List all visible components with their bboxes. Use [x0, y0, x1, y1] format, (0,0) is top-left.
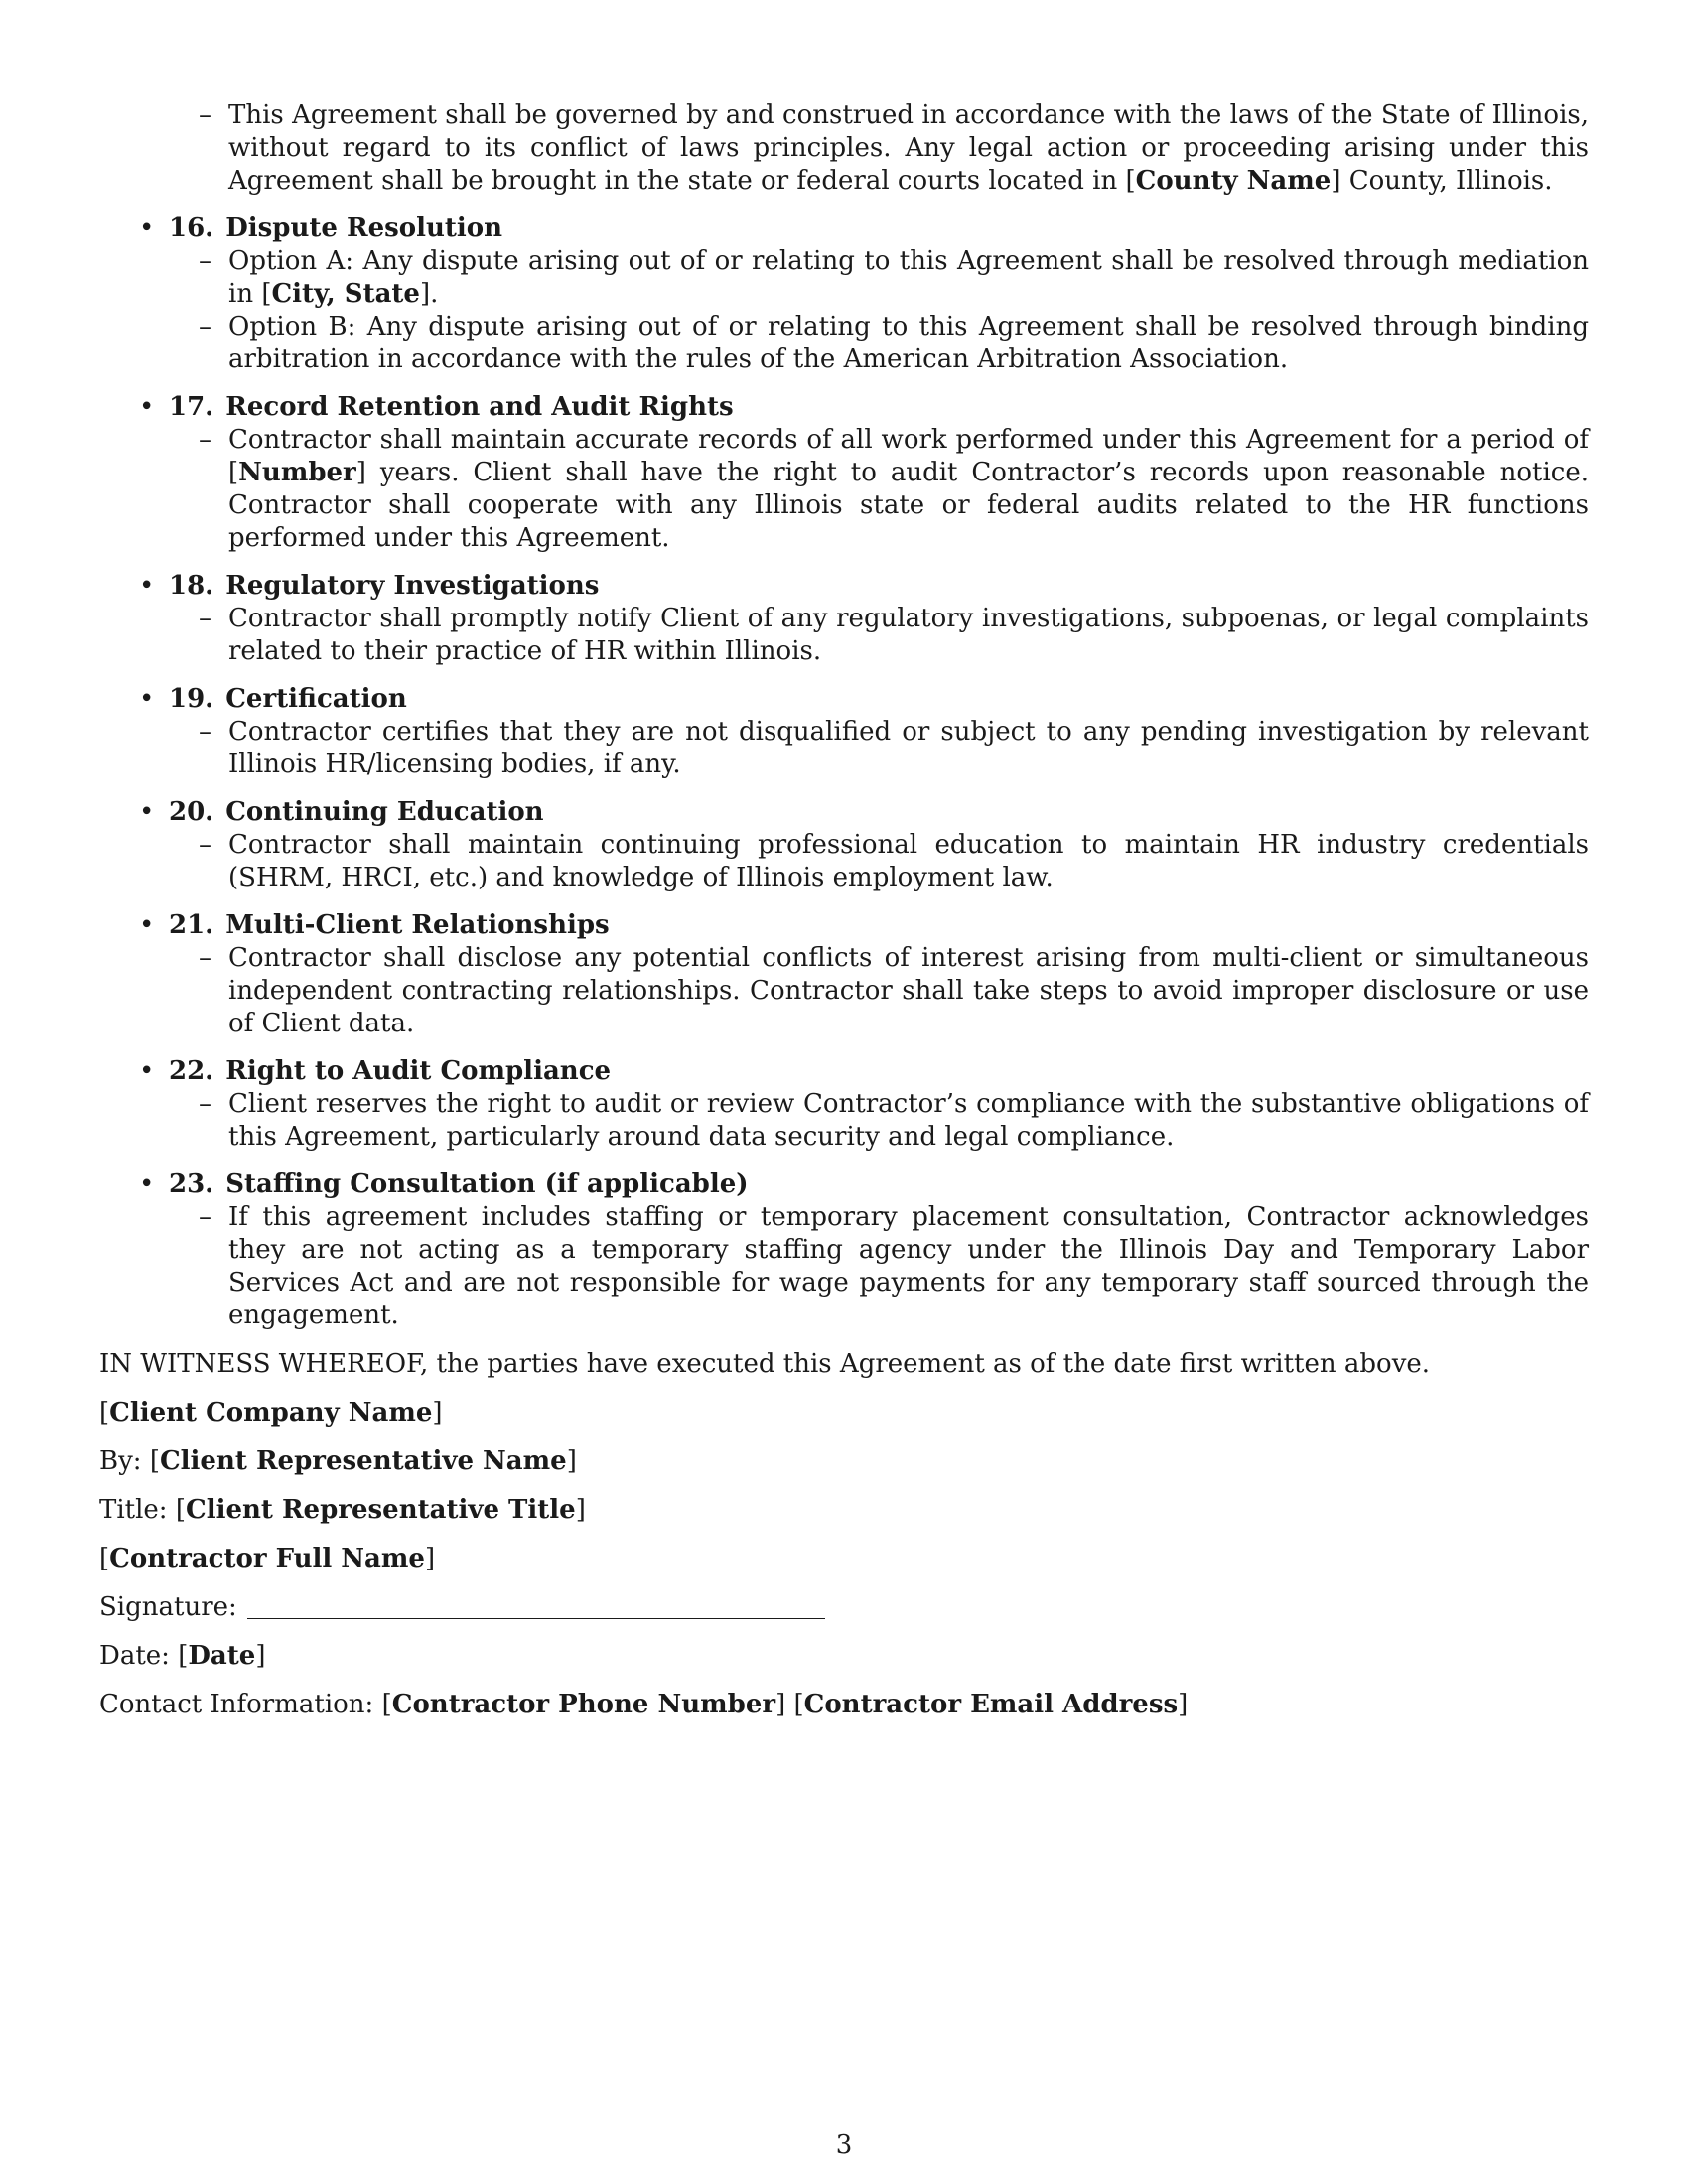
staffing-consultation-clause	[99, 1201, 1589, 1332]
placeholder-contractor-name: Contractor Full Name	[109, 1544, 425, 1573]
option-b-clause	[99, 311, 1589, 376]
regulatory-clause	[99, 603, 1589, 668]
bullet-marker: •	[139, 1169, 155, 1199]
page-number: 3	[835, 2130, 853, 2160]
clause-text: County, Illinois.	[1340, 166, 1553, 196]
by-line: By: [Client Representative Name]	[99, 1446, 577, 1476]
dash-marker: –	[199, 943, 211, 973]
dash-marker: –	[199, 604, 211, 633]
section-title: Staffing Consultation (if applicable)	[225, 1169, 749, 1199]
section-number: 16.	[169, 213, 214, 243]
multi-client-clause	[99, 942, 1589, 1040]
contact-label: Contact Information:	[99, 1690, 374, 1719]
bullet-marker: •	[139, 1056, 155, 1086]
bullet-marker: •	[139, 910, 155, 940]
section-17	[99, 391, 1589, 555]
section-number: 18.	[169, 571, 214, 601]
section-18	[99, 570, 1589, 668]
clause-text: years. Client shall have the right to audit Contractor’s records upon reasonable notice. Contractor shall cooperate with any Illinois state or federal audits related to the HR functions performed under this Agreement.	[228, 458, 1589, 553]
clause-text: Option B: Any dispute arising out of or relating to this Agreement shall be resolved through binding arbitration in accordance with the rules of the American Arbitration Association.	[228, 312, 1589, 374]
bullet-marker: •	[139, 797, 155, 827]
dash-marker: –	[199, 312, 211, 341]
witness-statement	[99, 1348, 1589, 1381]
clause-text: Option A: Any dispute arising out of or relating to this Agreement shall be resolved through mediation in	[228, 246, 1589, 309]
date-line: Date: [Date]	[99, 1641, 266, 1671]
clause-text: Contractor shall maintain continuing professional education to maintain HR industry credentials (SHRM, HRCI, etc.) and knowledge of Illinois employment law.	[228, 830, 1589, 892]
dash-marker: –	[199, 717, 211, 747]
audit-compliance-clause	[99, 1088, 1589, 1154]
section-number: 21.	[169, 910, 214, 940]
title-line: Title: [Client Representative Title]	[99, 1495, 586, 1525]
section-title: Record Retention and Audit Rights	[225, 392, 734, 422]
dash-marker: –	[199, 1089, 211, 1119]
bullet-marker: •	[139, 684, 155, 714]
bullet-marker: •	[139, 571, 155, 601]
contact-line: Contact Information: [Contractor Phone Number] [Contractor Email Address]	[99, 1690, 1189, 1719]
option-a-clause: – Option A: Any dispute arising out of or relating to this Agreement shall be resolved through mediation in [City, State].	[199, 246, 1589, 309]
placeholder-county-name: County Name	[1135, 166, 1332, 196]
section-heading	[99, 1168, 1589, 1201]
section-heading	[99, 391, 1589, 424]
bullet-marker: •	[139, 392, 155, 422]
section-number: 20.	[169, 797, 214, 827]
section-20	[99, 796, 1589, 894]
by-label: By:	[99, 1446, 142, 1476]
dash-marker: –	[199, 830, 211, 860]
section-number: 17.	[169, 392, 214, 422]
contractor-name-line: [Contractor Full Name]	[99, 1544, 436, 1573]
placeholder-client-company: Client Company Name	[109, 1398, 433, 1428]
clause-text: This Agreement shall be governed by and construed in accordance with the laws of the State of Illinois, without regard to its conflict of laws principles. Any legal action or proceeding arising under this Agreement shall be brought in the state or federal courts located in	[228, 100, 1589, 196]
dash-marker: –	[199, 1202, 211, 1232]
clause-text: Client reserves the right to audit or review Contractor’s compliance with the substantive obligations of this Agreement, particularly around data security and legal compliance.	[228, 1089, 1589, 1152]
section-23	[99, 1168, 1589, 1332]
clause-text: Contractor certifies that they are not disqualified or subject to any pending investigation by relevant Illinois HR/licensing bodies, if any.	[228, 717, 1589, 779]
section-title: Regulatory Investigations	[225, 571, 600, 601]
document-page	[99, 99, 1589, 1721]
section-heading	[99, 796, 1589, 829]
title-label: Title:	[99, 1495, 168, 1525]
dash-marker: –	[199, 425, 211, 455]
section-21	[99, 909, 1589, 1040]
date-label: Date:	[99, 1641, 170, 1671]
governing-law-clause: – This Agreement shall be governed by and construed in accordance with the laws of the State of Illinois, without regard to its conflict of laws principles. Any legal action or proceeding arising under this Agreement shall be brought in the state or federal courts located in [County Name] County, Illinois.	[199, 100, 1589, 196]
dash-marker: –	[199, 246, 211, 276]
clause-text: .	[430, 279, 439, 309]
signature-label: Signature:	[99, 1592, 237, 1622]
clause-text: If this agreement includes staffing or temporary placement consultation, Contractor acknowledges they are not acting as a temporary staffing agency under the Illinois Day and Temporary Labor Services Act and are not responsible for wage payments for any temporary staff sourced through the engagement.	[228, 1202, 1589, 1330]
section-title: Multi-Client Relationships	[225, 910, 610, 940]
section-heading	[99, 1055, 1589, 1088]
witness-text: IN WITNESS WHEREOF, the parties have executed this Agreement as of the date first written above.	[99, 1349, 1431, 1379]
section-heading	[99, 570, 1589, 603]
continuing-education-clause	[99, 829, 1589, 894]
section-number: 22.	[169, 1056, 214, 1086]
placeholder-city-state: City, State	[271, 279, 420, 309]
clause-text: Contractor shall maintain accurate records of all work performed under this Agreement for a period of	[228, 425, 1589, 455]
certification-clause	[99, 716, 1589, 781]
section-19	[99, 683, 1589, 781]
client-company-line: [Client Company Name]	[99, 1398, 443, 1428]
section-22	[99, 1055, 1589, 1154]
section-heading	[99, 212, 1589, 245]
placeholder-client-rep-title: Client Representative Title	[186, 1495, 576, 1525]
clause-text: Contractor shall promptly notify Client of any regulatory investigations, subpoenas, or legal complaints related to their practice of HR within Illinois.	[228, 604, 1589, 666]
section-heading	[99, 683, 1589, 716]
section-title: Right to Audit Compliance	[225, 1056, 612, 1086]
placeholder-date: Date	[188, 1641, 256, 1671]
section-number: 23.	[169, 1169, 214, 1199]
signature-field[interactable]	[247, 1596, 825, 1619]
section-title: Continuing Education	[225, 797, 544, 827]
section-16	[99, 212, 1589, 376]
section-title: Certification	[225, 684, 407, 714]
bullet-marker: •	[139, 213, 155, 243]
section-number: 19.	[169, 684, 214, 714]
placeholder-number: Number	[238, 458, 356, 487]
signature-line	[99, 1591, 1589, 1624]
placeholder-client-rep-name: Client Representative Name	[159, 1446, 567, 1476]
section-title: Dispute Resolution	[225, 213, 503, 243]
record-retention-clause: – Contractor shall maintain accurate records of all work performed under this Agreement for a period of [Number] years. Client shall have the right to audit Contractor’s records upon reasonable notice. Contractor shall cooperate with any Illinois state or federal audits related to the HR functions performed under this Agreement.	[199, 425, 1589, 553]
section-heading	[99, 909, 1589, 942]
dash-marker: –	[199, 100, 211, 130]
placeholder-contractor-email: Contractor Email Address	[803, 1690, 1179, 1719]
placeholder-contractor-phone: Contractor Phone Number	[391, 1690, 776, 1719]
clause-text: Contractor shall disclose any potential conflicts of interest arising from multi-client or simultaneous independent contracting relationships. Contractor shall take steps to avoid improper disclosure or use of Client data.	[228, 943, 1589, 1038]
